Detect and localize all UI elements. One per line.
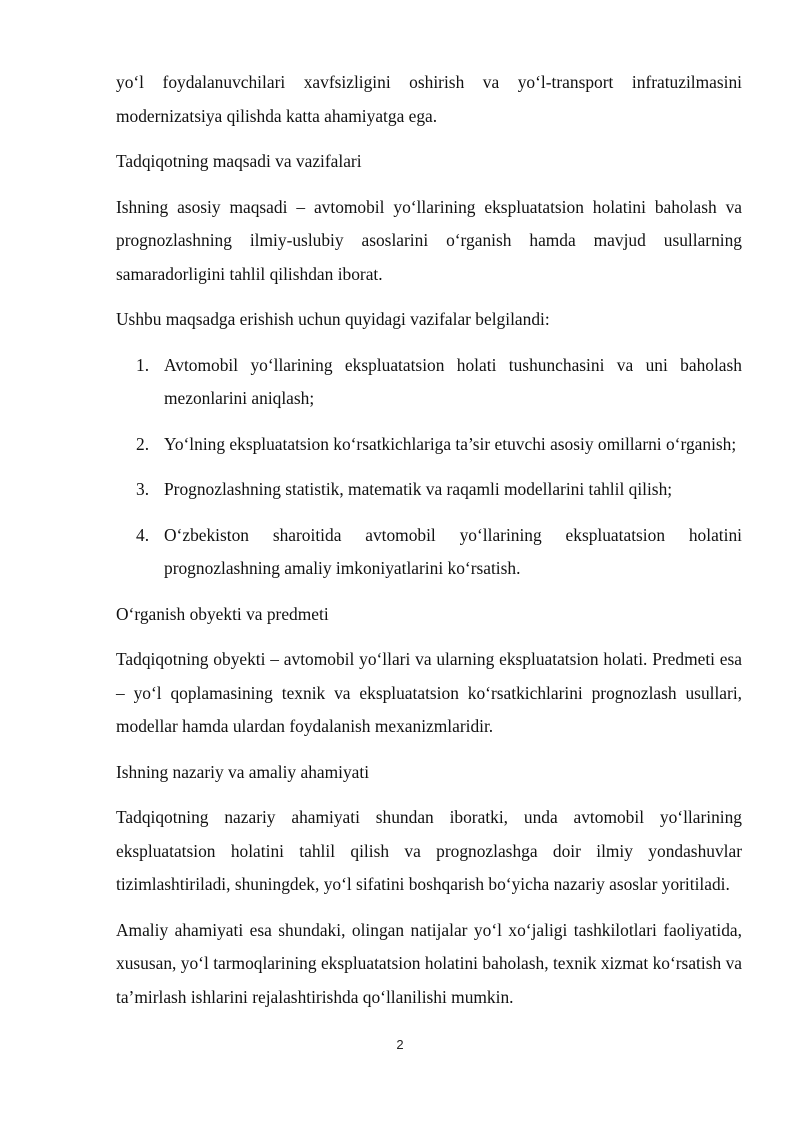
paragraph-theoretical: Tadqiqotning nazariy ahamiyati shundan iboratki, unda avtomobil yo‘llarining ekspluatatsion holatini tahlil qilish va prognozlashga doir ilmiy yondashuvlar tizimlashtiriladi, shuningdek, yo‘l sifatini boshqarish bo‘yicha nazariy asoslar yoritiladi. (116, 807, 742, 894)
paragraph-tasks-intro: Ushbu maqsadga erishish uchun quyidagi vazifalar belgilandi: (116, 309, 550, 329)
list-item-number: 3. (136, 479, 150, 499)
list-item (116, 519, 742, 586)
list-item (116, 473, 742, 507)
list-item-text: O‘zbekiston sharoitida avtomobil yo‘llarining ekspluatatsion holatini prognozlashning amaliy imkoniyatlarini ko‘rsatish. (164, 524, 742, 578)
list-item-number: 4. (136, 524, 150, 545)
tasks-list (116, 349, 742, 586)
paragraph-intro-continued: yo‘l foydalanuvchilari xavfsizligini oshirish va yo‘l-transport infratuzilmasini modernizatsiya qilishda katta ahamiyatga ega. (116, 72, 742, 126)
document-page (116, 66, 742, 1014)
heading-significance: Ishning nazariy va amaliy ahamiyati (116, 761, 370, 782)
list-item-number: 1. (136, 354, 150, 375)
paragraph-goal: Ishning asosiy maqsadi – avtomobil yo‘llarining ekspluatatsion holatini baholash va prognozlashning ilmiy-uslubiy asoslarini o‘rganish hamda mavjud usullarning samaradorligini tahlil qilishdan iborat. (116, 196, 742, 284)
list-item-text: Yo‘lning ekspluatatsion ko‘rsatkichlariga ta’sir etuvchi asosiy omillarni o‘rganish; (164, 433, 737, 454)
paragraph-practical: Amaliy ahamiyati esa shundaki, olingan natijalar yo‘l xo‘jaligi tashkilotlari faoliyatida, xususan, yo‘l tarmoqlarining ekspluatatsion holatini baholash, texnik xizmat ko‘rsatish va ta’mirlash ishlarini rejalashtirishda qo‘llanilishi mumkin. (116, 919, 742, 1007)
list-item-text: Avtomobil yo‘llarining ekspluatatsion holati tushunchasini va uni baholash mezonlarini aniqlash; (164, 354, 742, 408)
page-number: 2 (396, 1037, 404, 1052)
paragraph-object: Tadqiqotning obyekti – avtomobil yo‘llari va ularning ekspluatatsion holati. Predmeti esa – yo‘l qoplamasining texnik va ekspluatatsion ko‘rsatkichlarini prognozlash usullari, modellar hamda ulardan foydalanish mexanizmlaridir. (116, 649, 742, 736)
list-item (116, 428, 742, 462)
list-item (116, 349, 742, 416)
heading-object: O‘rganish obyekti va predmeti (116, 603, 329, 624)
list-item-number: 2. (136, 433, 150, 454)
list-item-text: Prognozlashning statistik, matematik va raqamli modellarini tahlil qilish; (164, 479, 673, 499)
heading-goal: Tadqiqotning maqsadi va vazifalari (116, 151, 362, 171)
